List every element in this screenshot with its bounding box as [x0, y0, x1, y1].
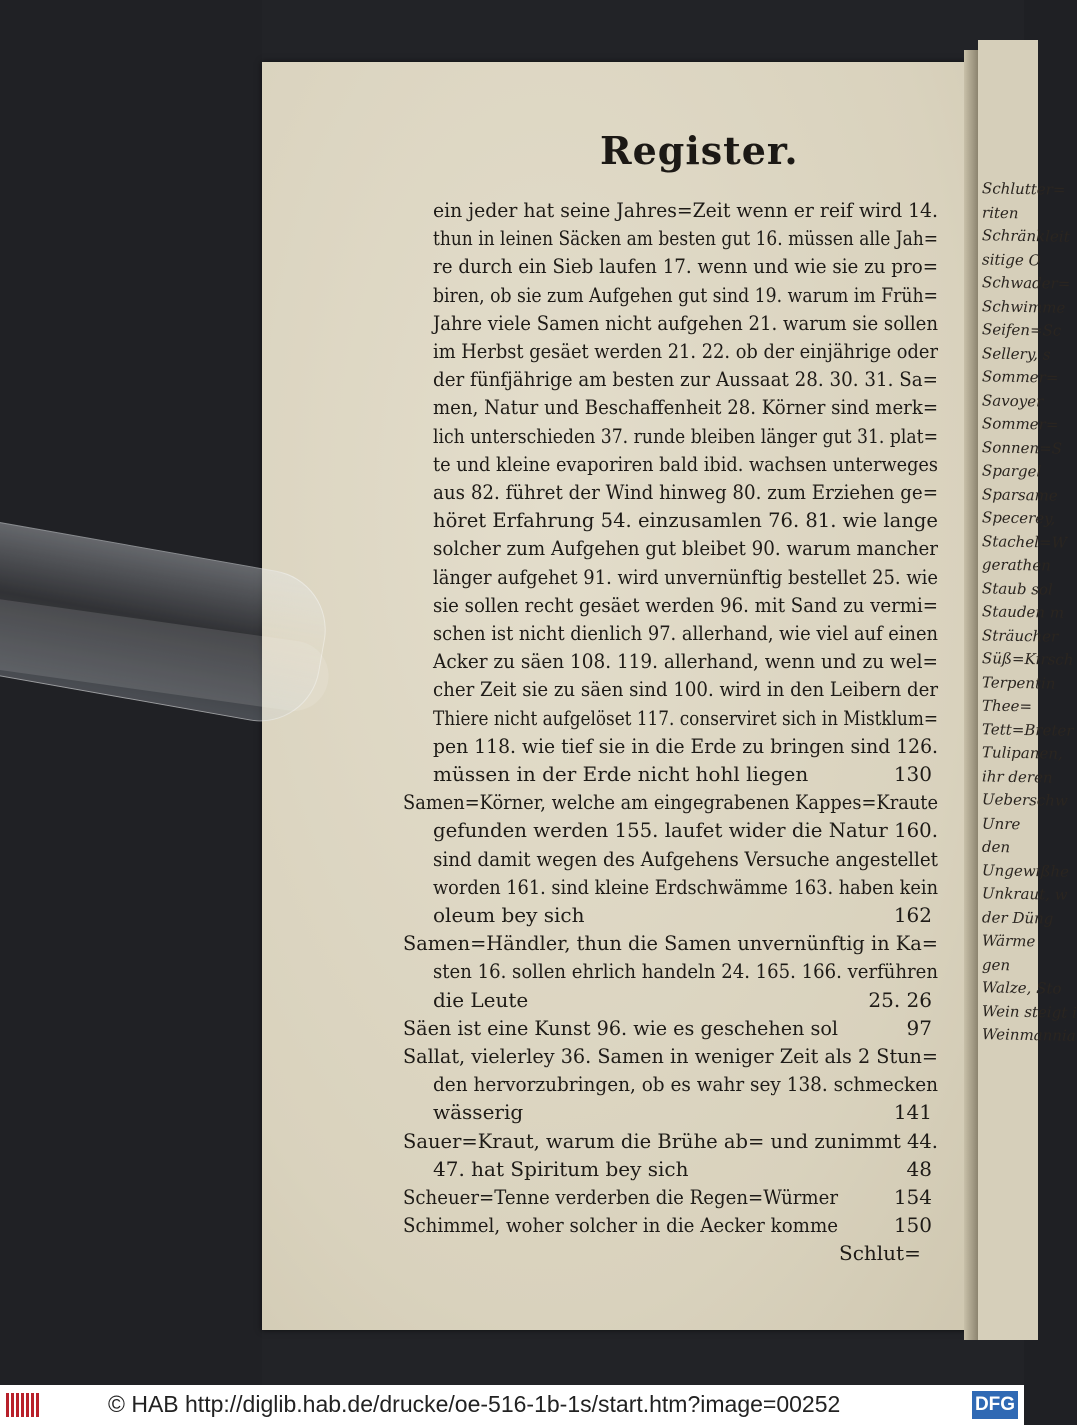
- adjacent-page-text: Sparsame: [981, 484, 1058, 505]
- page-heading: Register.: [600, 128, 799, 173]
- register-line-text: solcher zum Aufgehen gut bleibet 90. warum mancher: [433, 536, 938, 561]
- register-line: [403, 1042, 960, 1070]
- register-line: [433, 816, 945, 844]
- adjacent-page-text: Schränkleit: [981, 226, 1070, 246]
- register-line-text: Acker zu säen 108. 119. allerhand, wenn und zu wel=: [433, 649, 938, 674]
- register-line: [433, 619, 1000, 647]
- adjacent-page-text: Sträucher: [981, 625, 1059, 646]
- register-line-text: ein jeder hat seine Jahres=Zeit wenn er reif wird 14.: [433, 198, 938, 222]
- adjacent-page-text: Ungewißhe: [981, 860, 1070, 881]
- adjacent-page-text: Seifen=Sc: [981, 320, 1062, 340]
- register-line: [433, 422, 1020, 450]
- adjacent-page-text: Savoyer: [981, 390, 1044, 411]
- adjacent-page-text: Sommer=: [981, 367, 1059, 387]
- register-line: [403, 1127, 952, 1155]
- adjacent-page-text: ihr deren: [981, 766, 1053, 787]
- register-line-text: oleum bey sich: [433, 903, 585, 927]
- adjacent-page-text: Sommer=: [981, 414, 1059, 434]
- register-line: [403, 929, 956, 957]
- register-line-text: müssen in der Erde nicht hohl liegen: [433, 762, 809, 786]
- adjacent-page-text: Süß=Kirsch: [981, 649, 1074, 669]
- register-line: [403, 1014, 932, 1042]
- register-line: [433, 704, 1032, 732]
- register-line-text: Sauer=Kraut, warum die Brühe ab= und zunimmt 44.: [403, 1128, 938, 1153]
- register-line: [403, 1183, 932, 1211]
- register-line: [433, 957, 992, 985]
- register-line-text: im Herbst gesäet werden 21. 22. ob der einjährige oder: [433, 339, 938, 363]
- register-line: [433, 760, 932, 788]
- register-line-text: Säen ist eine Kunst 96. wie es geschehen sol: [403, 1015, 838, 1040]
- register-line: [433, 534, 986, 562]
- adjacent-page-text: gen: [981, 955, 1011, 974]
- adjacent-page-text: Staub sol: [981, 578, 1053, 599]
- register-line: [433, 1098, 932, 1126]
- register-line: [403, 788, 1004, 816]
- adjacent-page-text: Stachel=W: [981, 531, 1068, 552]
- adjacent-page-text: Schwimme: [981, 296, 1066, 317]
- register-line: [433, 478, 986, 506]
- adjacent-page-text: Unre: [981, 814, 1021, 833]
- register-line: [433, 365, 986, 393]
- register-line-text: Samen=Händler, thun die Samen unvernünftig in Ka=: [403, 931, 938, 956]
- register-line: [403, 1211, 932, 1239]
- register-line: [433, 563, 997, 591]
- register-line: [433, 393, 991, 421]
- adjacent-page-text: riten: [981, 203, 1019, 222]
- register-line-text: sten 16. sollen ehrlich handeln 24. 165. 166. verführen: [433, 959, 938, 984]
- register-line: [433, 591, 990, 619]
- adjacent-page-text: den: [981, 837, 1011, 857]
- adjacent-page-text: Wein steigt i: [981, 1001, 1077, 1022]
- register-line-text: 47. hat Spiritum bey sich: [433, 1156, 689, 1181]
- adjacent-page-text: Stauden m: [981, 602, 1065, 622]
- adjacent-page-text: gerathen: [981, 555, 1051, 575]
- register-line-text: Scheuer=Tenne verderben die Regen=Würmer: [403, 1185, 838, 1209]
- register-line-text: der fünfjährige am besten zur Aussaat 28. 30. 31. Sa=: [433, 367, 938, 392]
- register-line-text: Samen=Körner, welche am eingegrabenen Kappes=Kraute: [403, 790, 938, 815]
- register-line-text: Sallat, vielerley 36. Samen in weniger Zeit als 2 Stun=: [403, 1044, 938, 1068]
- register-line-text: worden 161. sind kleine Erdschwämme 163. haben kein: [433, 874, 938, 899]
- register-line: [433, 1070, 981, 1098]
- adjacent-page-text: Thee=: [981, 696, 1033, 716]
- register-line-text: die Leute: [433, 987, 529, 1012]
- register-line-text: thun in leinen Säcken am besten gut 16. müssen alle Jah=: [433, 226, 938, 251]
- adjacent-page-text: Spargel: [981, 461, 1042, 481]
- catchword: Schlut=: [839, 1241, 921, 1266]
- register-line: [433, 450, 1003, 478]
- page-reference: 154: [893, 1185, 932, 1209]
- register-line-text: gefunden werden 155. laufet wider die Natur 160.: [433, 818, 938, 843]
- register-line-text: länger aufgehet 91. wird unvernünftig bestellet 25. wie: [433, 564, 938, 589]
- register-line: [433, 647, 981, 675]
- register-line-text: cher Zeit sie zu säen sind 100. wird in den Leibern der: [433, 677, 938, 702]
- register-line: [433, 1155, 932, 1183]
- footer-bar: [0, 1385, 1024, 1425]
- register-line-text: wässerig: [433, 1100, 524, 1125]
- register-line-text: pen 118. wie tief sie in die Erde zu bringen sind 126.: [433, 733, 938, 758]
- register-line-text: men, Natur und Beschaffenheit 28. Körner sind merk=: [433, 395, 938, 420]
- adjacent-page-text: Tulipanen,: [981, 743, 1063, 763]
- register-line-text: biren, ob sie zum Aufgehen gut sind 19. warum im Früh=: [433, 282, 938, 307]
- adjacent-page-text: Ueberschw: [981, 790, 1068, 810]
- register-line: [433, 337, 1000, 365]
- adjacent-page-text: Sonnen=S: [981, 437, 1063, 458]
- adjacent-page-text: Schwader=: [981, 273, 1071, 293]
- hab-logo-icon: [6, 1393, 42, 1417]
- page-reference: 48: [906, 1156, 932, 1181]
- register-line: [433, 224, 1026, 252]
- register-line: [433, 732, 971, 760]
- register-line: [433, 281, 1019, 309]
- adjacent-page-text: Unkraut, w: [981, 884, 1068, 904]
- register-line: [433, 252, 986, 280]
- register-line: [433, 309, 992, 337]
- adjacent-page-text: Terpentin: [981, 672, 1056, 693]
- register-line: [433, 873, 1002, 901]
- page-reference: 130: [893, 762, 932, 786]
- adjacent-page-text: Specerey,: [981, 508, 1056, 528]
- register-line-text: Thiere nicht aufgelöset 117. conserviret sich in Mistklum=: [433, 705, 938, 730]
- register-line: [433, 675, 990, 703]
- register-line-text: den hervorzubringen, ob es wahr sey 138. schmecken: [433, 1072, 938, 1097]
- adjacent-page-text: Sellery, s: [981, 343, 1051, 364]
- register-line: [433, 901, 932, 929]
- register-line-text: lich unterschieden 37. runde bleiben länger gut 31. plat=: [433, 423, 938, 448]
- adjacent-page-text: Schlutter=: [981, 179, 1066, 199]
- register-line-text: höret Erfahrung 54. einzusamlen 76. 81. wie lange: [433, 508, 938, 533]
- adjacent-page-text: der Düng: [981, 907, 1054, 928]
- adjacent-page-text: sitige O: [981, 249, 1042, 270]
- register-line-text: aus 82. führet der Wind hinweg 80. zum Erziehen ge=: [433, 480, 938, 504]
- register-line-text: Schimmel, woher solcher in die Aecker komme: [403, 1213, 838, 1238]
- register-line-text: sie sollen recht gesäet werden 96. mit Sand zu vermi=: [433, 592, 938, 617]
- page-reference: 97: [906, 1015, 932, 1040]
- register-line-text: te und kleine evaporiren bald ibid. wachsen unterweges: [433, 451, 938, 476]
- register-line-text: re durch ein Sieb laufen 17. wenn und wie sie zu pro=: [433, 254, 938, 279]
- register-line: [433, 506, 950, 534]
- register-line: [433, 986, 932, 1014]
- page-reference: 150: [893, 1213, 932, 1238]
- adjacent-page-text: Wärme: [981, 931, 1036, 951]
- register-line-text: Jahre viele Samen nicht aufgehen 21. warum sie sollen: [433, 310, 938, 335]
- adjacent-page-text: Weinmannia: [981, 1025, 1076, 1045]
- register-line-text: sind damit wegen des Aufgehens Versuche angestellet: [433, 846, 938, 871]
- page-reference: 25. 26: [868, 987, 932, 1012]
- dfg-logo-icon: DFG: [972, 1391, 1018, 1419]
- register-line-text: schen ist nicht dienlich 97. allerhand, wie viel auf einen: [433, 621, 938, 645]
- register-line: [433, 196, 970, 224]
- page-reference: 162: [893, 903, 932, 927]
- footer-copyright-link[interactable]: © HAB http://diglib.hab.de/drucke/oe-516-1b-1s/start.htm?image=00252: [108, 1391, 841, 1417]
- page-reference: 141: [893, 1100, 932, 1125]
- adjacent-page-text: Tett=Breter: [981, 719, 1074, 740]
- register-line: [433, 845, 986, 873]
- adjacent-page-text: Walze, Sto: [981, 978, 1062, 998]
